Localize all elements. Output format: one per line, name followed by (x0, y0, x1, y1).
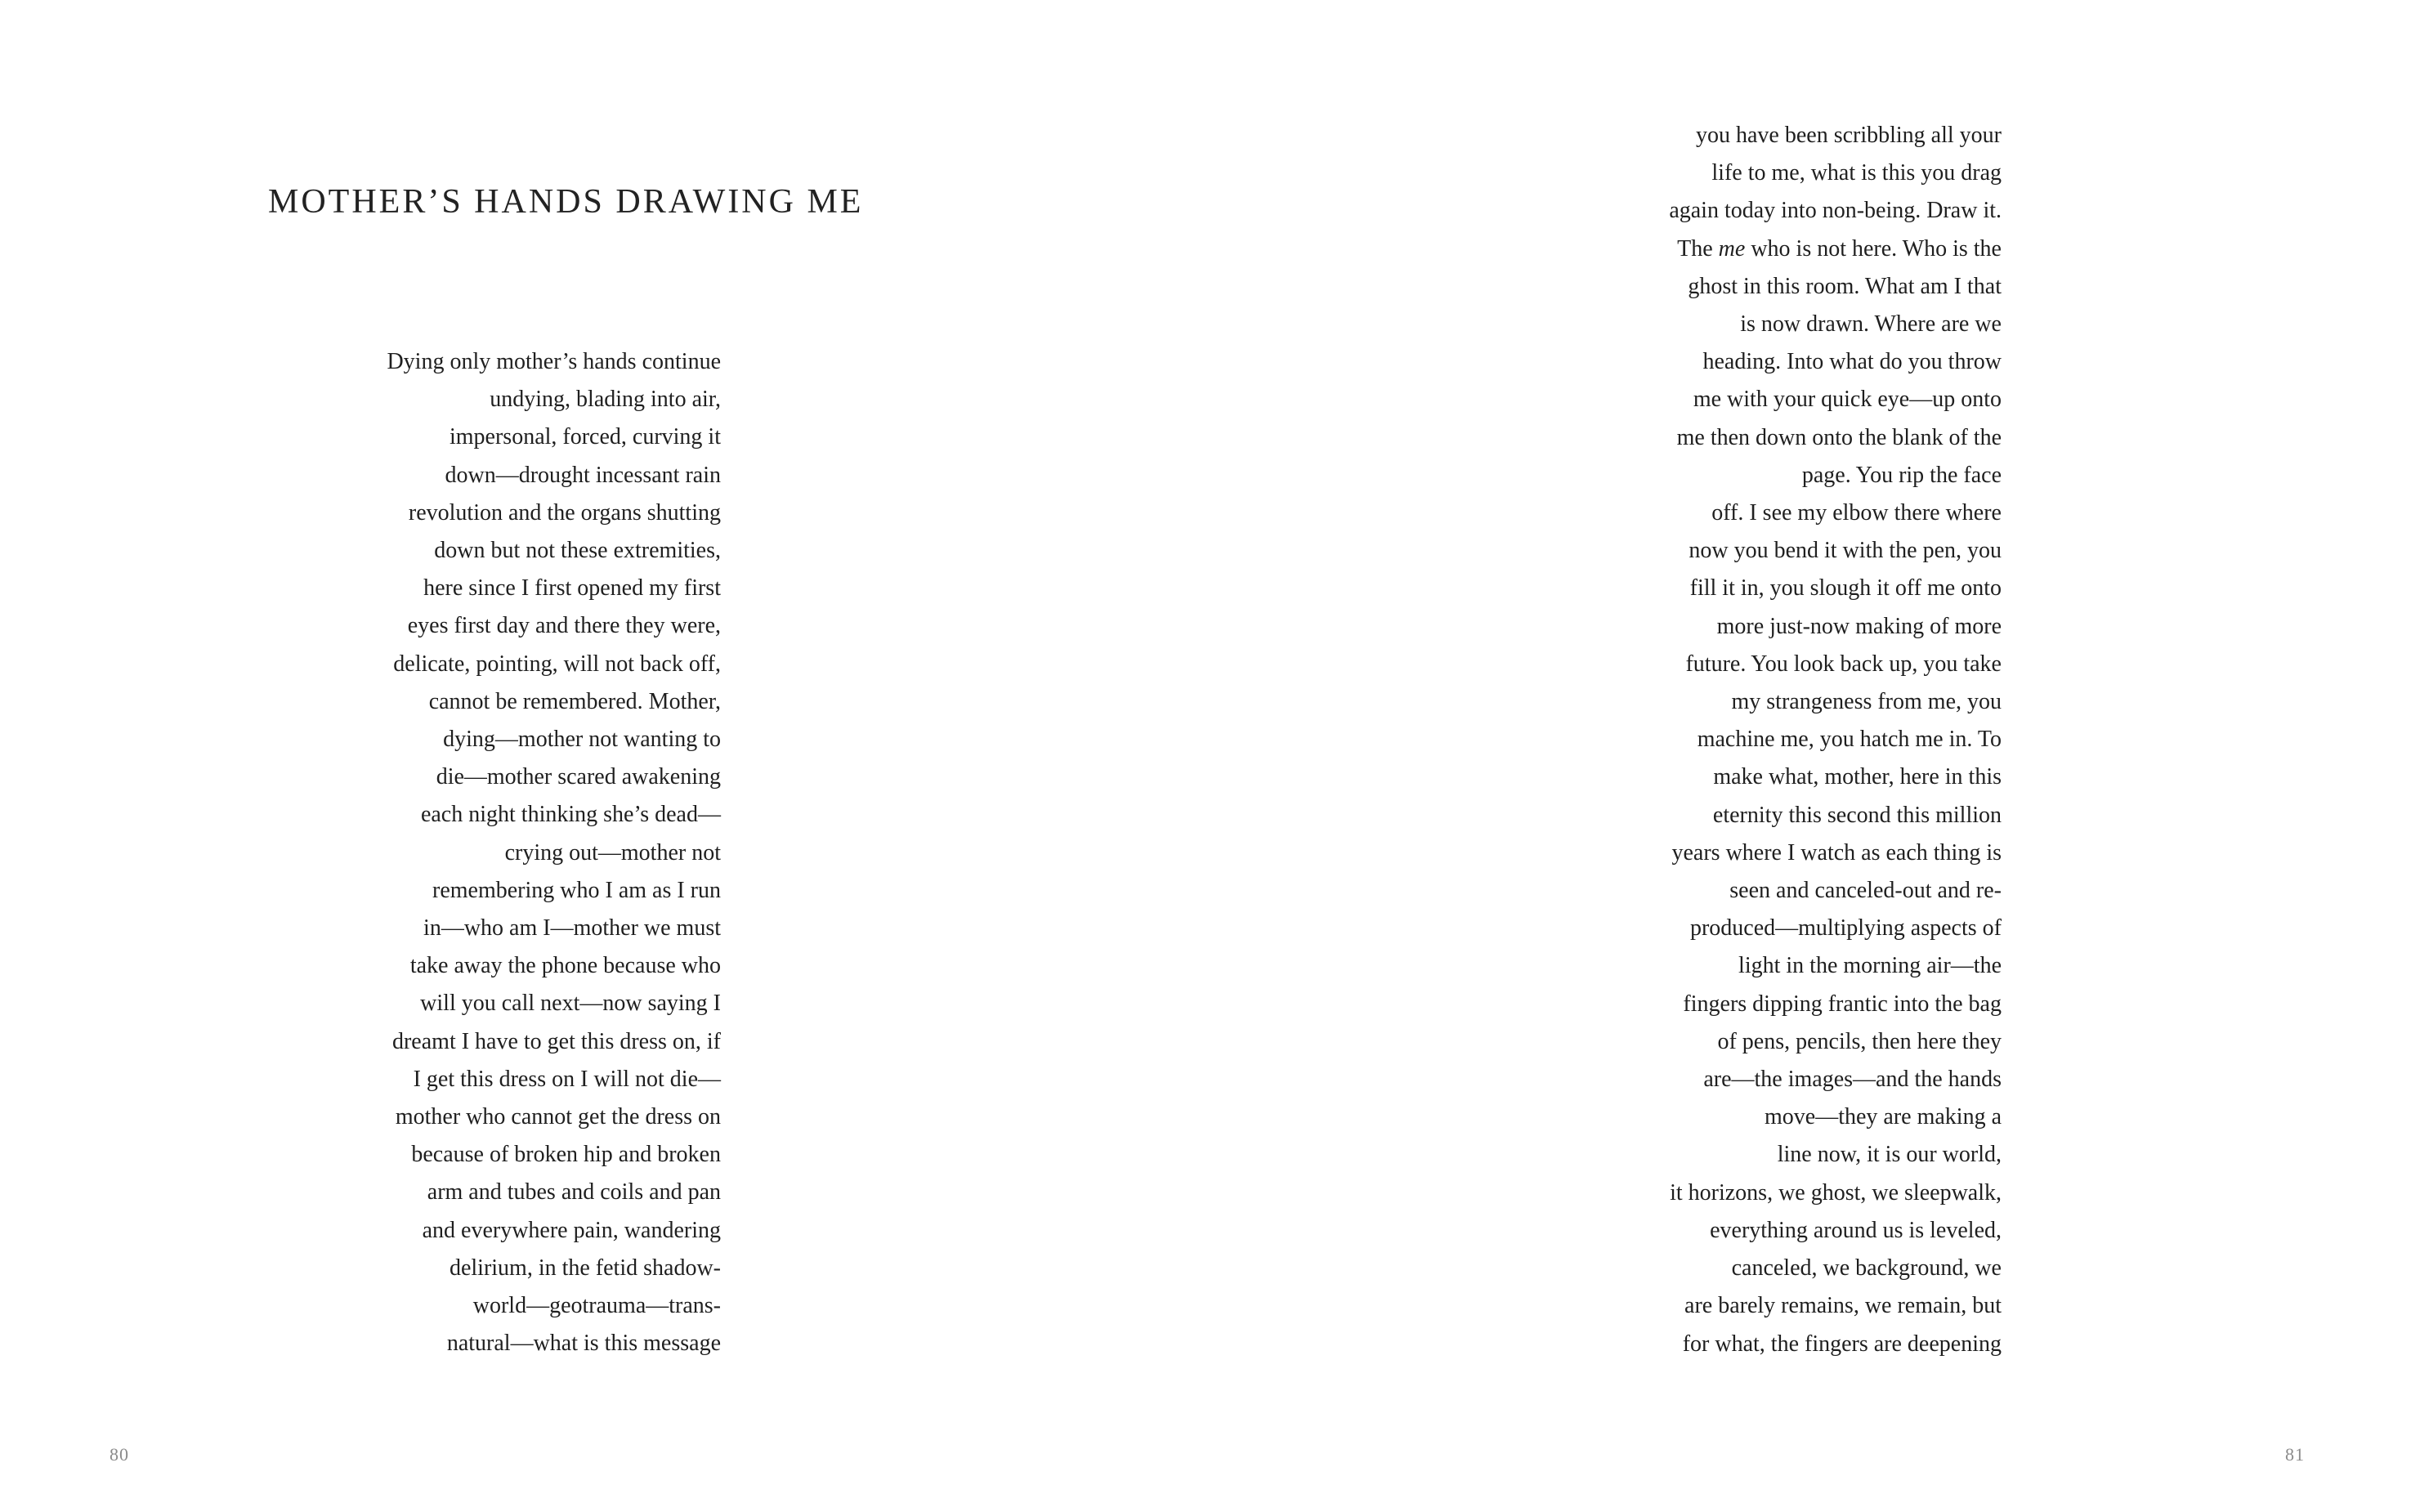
poem-line: light in the morning air—the (1738, 953, 2002, 979)
poem-line: down—drought incessant rain (445, 462, 721, 488)
poem-line: world—geotrauma—trans- (472, 1293, 721, 1319)
poem-line: delirium, in the fetid shadow- (449, 1255, 721, 1281)
poem-line: is now drawn. Where are we (1740, 311, 2002, 338)
poem-line: because of broken hip and broken (411, 1142, 721, 1168)
poem-line: impersonal, forced, curving it (449, 424, 721, 450)
poem-line: line now, it is our world, (1777, 1142, 2002, 1168)
poem-line: each night thinking she’s dead— (420, 802, 721, 828)
poem-line: for what, the fingers are deepening (1682, 1331, 2002, 1357)
page-number-right: 81 (2285, 1444, 2305, 1465)
poem-line: undying, blading into air, (490, 387, 721, 413)
right-page (1206, 0, 2411, 1512)
poem-line: heading. Into what do you throw (1702, 349, 2002, 375)
poem-line: now you bend it with the pen, you (1689, 538, 2002, 564)
poem-line: make what, mother, here in this (1713, 764, 2002, 790)
poem-line: off. I see my elbow there where (1711, 500, 2002, 526)
poem-line: are barely remains, we remain, but (1684, 1293, 2002, 1319)
poem-line: down but not these extremities, (434, 538, 721, 564)
poem-line: of pens, pencils, then here they (1717, 1028, 2002, 1054)
line-text-before: The (1677, 235, 1719, 262)
poem-line: dying—mother not wanting to (443, 727, 721, 753)
poem-line: more just-now making of more (1716, 613, 2002, 639)
poem-line: dreamt I have to get this dress on, if (391, 1028, 721, 1054)
poem-line: again today into non-being. Draw it. (1669, 198, 2002, 224)
poem-line: are—the images—and the hands (1703, 1067, 2002, 1093)
italic-word: me (1718, 235, 1746, 262)
poem-line: canceled, we background, we (1731, 1255, 2002, 1282)
poem-line: remembering who I am as I run (432, 877, 721, 903)
poem-line: life to me, what is this you drag (1711, 160, 2002, 186)
poem-line: fingers dipping frantic into the bag (1683, 991, 2002, 1017)
poem-line: arm and tubes and coils and pan (427, 1179, 721, 1206)
poem-line: machine me, you hatch me in. To (1697, 727, 2002, 753)
poem-line: it horizons, we ghost, we sleepwalk, (1670, 1179, 2002, 1206)
line-text-after: who is not here. Who is the (1745, 235, 2002, 262)
poem-line: page. You rip the face (1801, 462, 2002, 488)
poem-line: me then down onto the blank of the (1676, 424, 2002, 450)
poem-line: eternity this second this million (1712, 802, 2002, 828)
poem-line-with-italic (1429, 230, 2002, 268)
poem-title: MOTHER’S HANDS DRAWING ME (268, 183, 864, 221)
poem-line: will you call next—now saying I (420, 991, 721, 1017)
poem-line: take away the phone because who (409, 953, 721, 979)
poem-line: I get this dress on I will not die— (413, 1066, 721, 1092)
poem-line: future. You look back up, you take (1685, 651, 2002, 677)
poem-line: delicate, pointing, will not back off, (393, 651, 721, 677)
poem-line: me with your quick eye—up onto (1693, 387, 2002, 413)
poem-line: here since I first opened my first (423, 575, 721, 602)
poem-line: crying out—mother not (504, 839, 721, 866)
poem-line: fill it in, you slough it off me onto (1689, 575, 2002, 602)
right-stanza (1429, 117, 2002, 1363)
poem-line: mother who cannot get the dress on (395, 1104, 721, 1130)
poem-line: in—who am I—mother we must (423, 915, 721, 942)
poem-line: die—mother scared awakening (436, 764, 721, 790)
poem-line: ghost in this room. What am I that (1688, 273, 2002, 299)
poem-line: produced—multiplying aspects of (1689, 915, 2002, 942)
poem-line: you have been scribbling all your (1695, 123, 2002, 148)
poem-line: natural—what is this message (446, 1331, 721, 1357)
poem-line: everything around us is leveled, (1710, 1217, 2002, 1243)
left-stanza (296, 343, 721, 1362)
poem-line: revolution and the organs shutting (408, 499, 721, 526)
poem-line: seen and canceled-out and re- (1729, 878, 2002, 904)
poem-line: cannot be remembered. Mother, (428, 688, 721, 714)
poem-line: years where I watch as each thing is (1671, 839, 2002, 866)
page-number-left: 80 (110, 1444, 129, 1465)
poem-line: and everywhere pain, wandering (422, 1217, 721, 1243)
poem-line: my strangeness from me, you (1731, 689, 2002, 715)
poem-line: move—they are making a (1764, 1104, 2002, 1130)
poem-line: Dying only mother’s hands continue (387, 349, 721, 374)
poem-line: eyes first day and there they were, (407, 613, 721, 639)
